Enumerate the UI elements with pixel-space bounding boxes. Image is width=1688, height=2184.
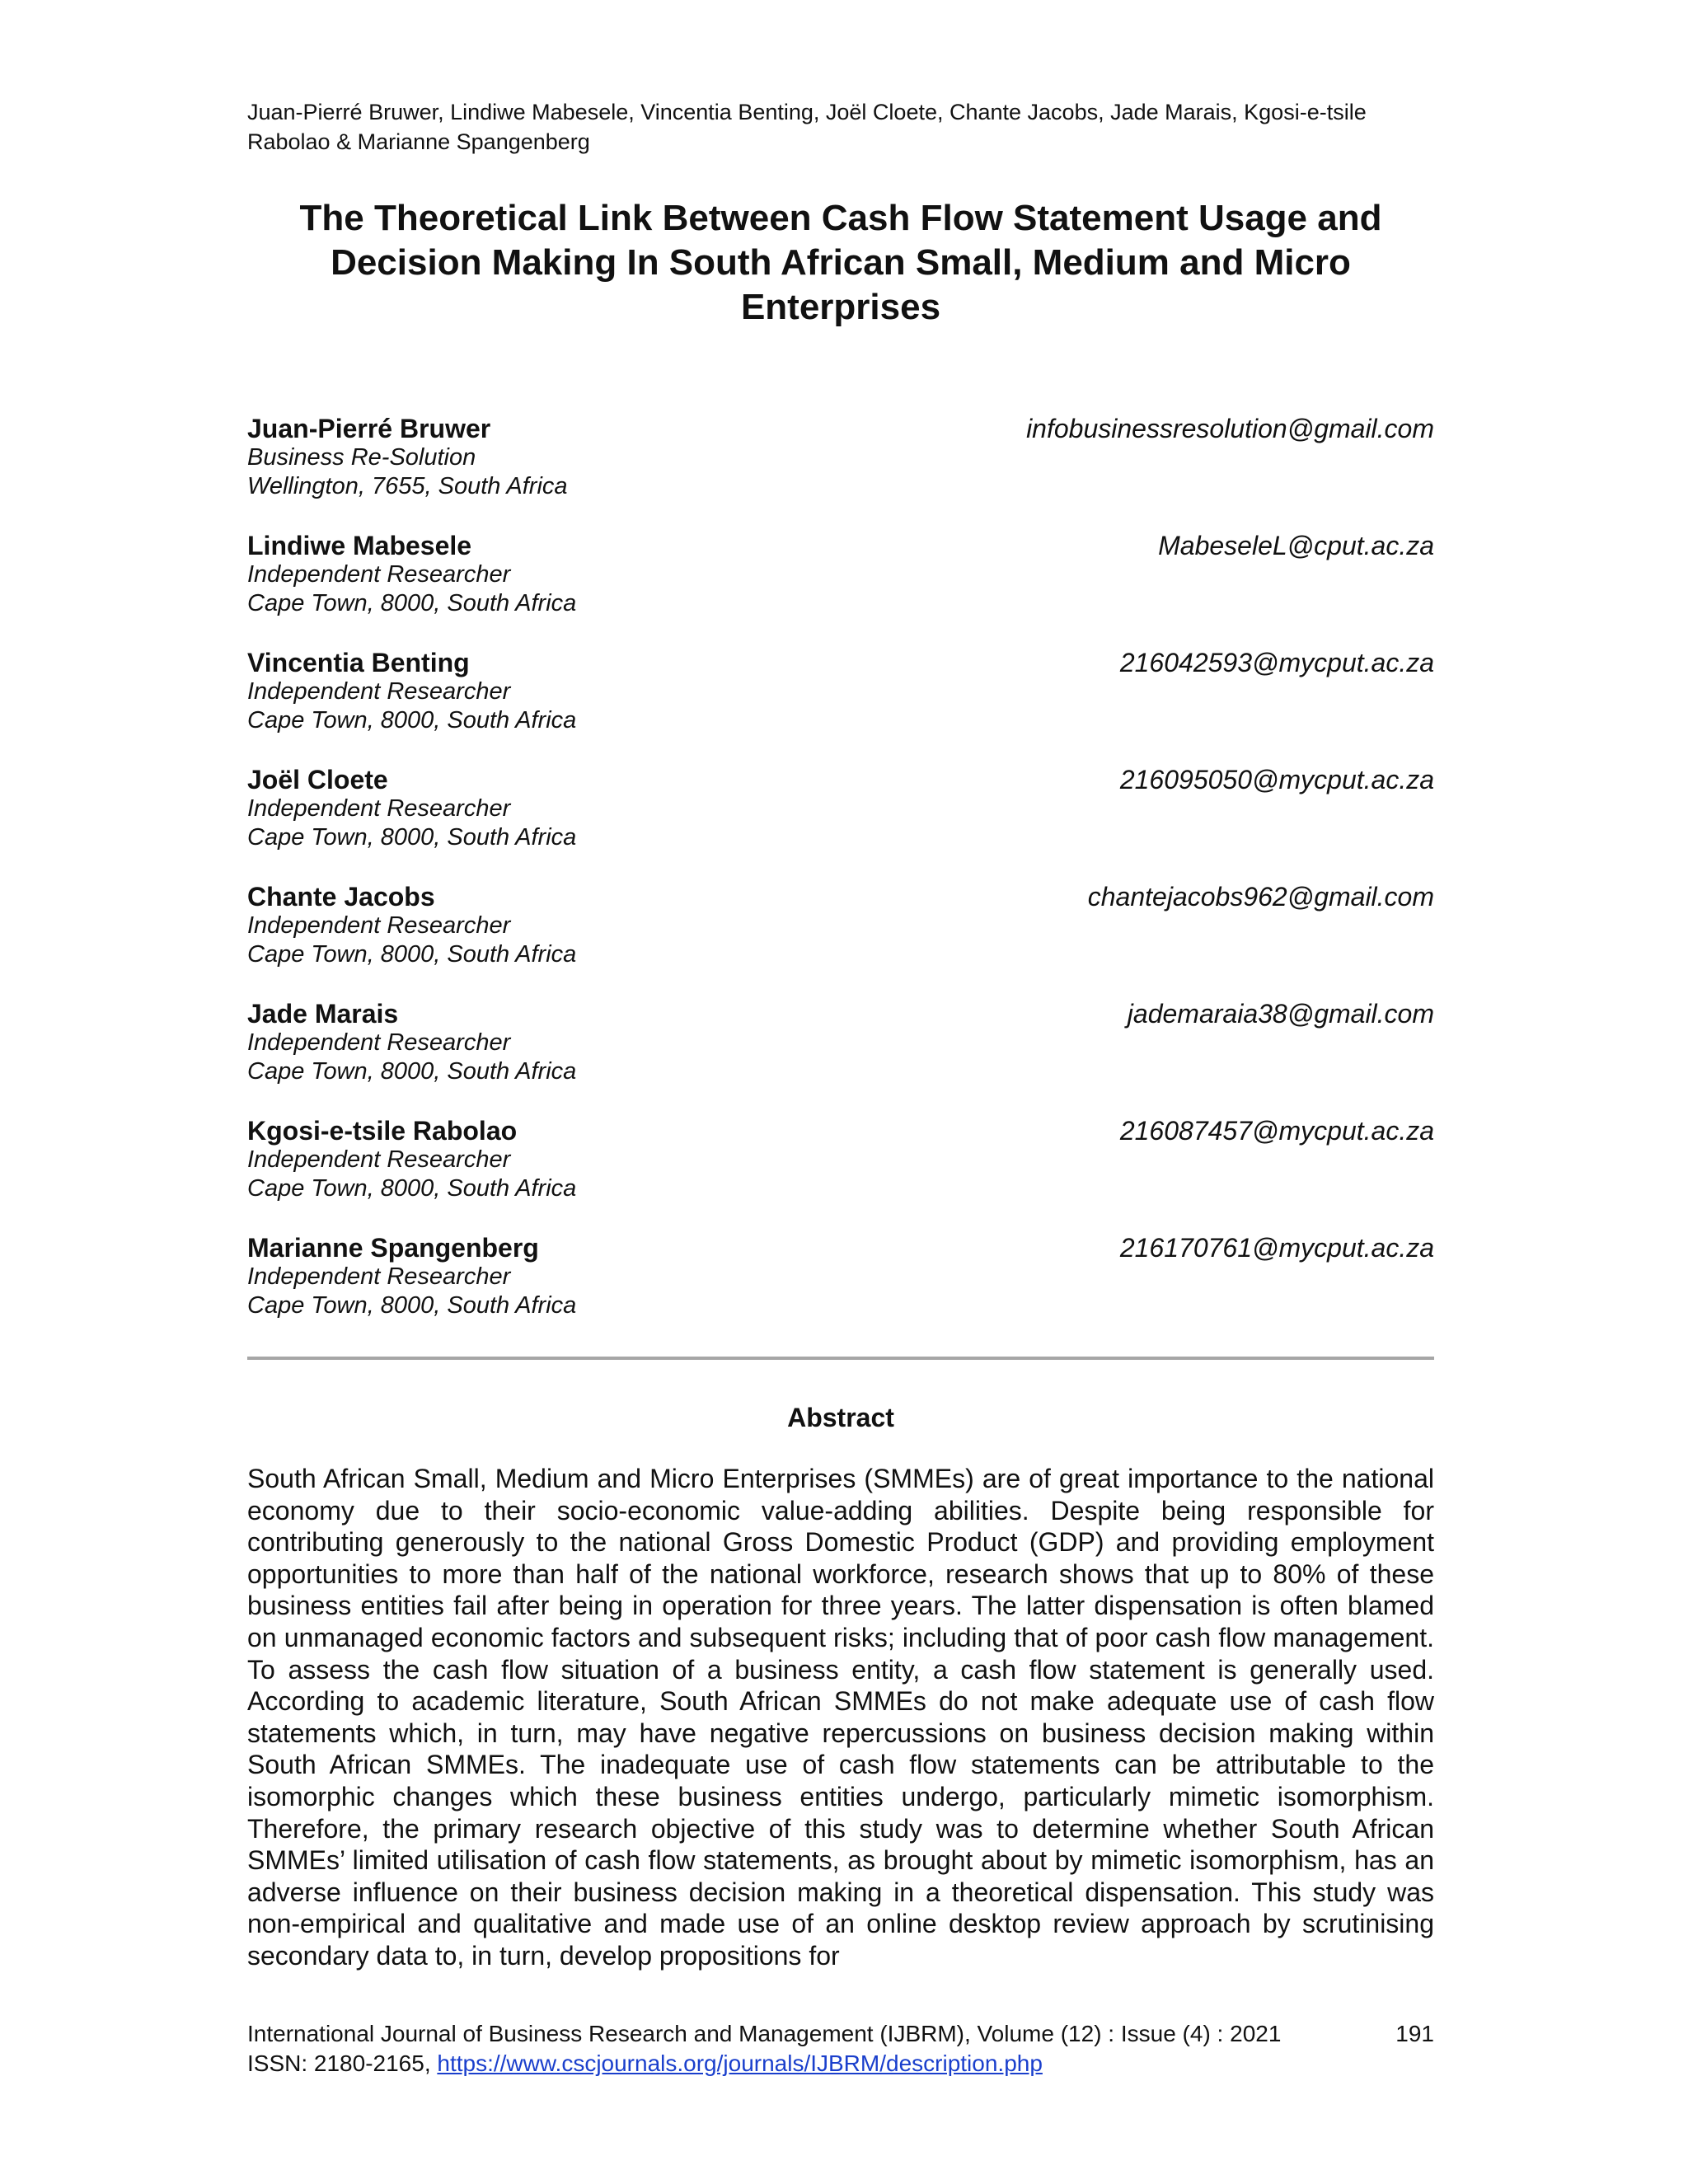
- author-name: Chante Jacobs: [247, 882, 435, 912]
- author-block: [247, 765, 1434, 882]
- author-location: Wellington, 7655, South Africa: [247, 473, 568, 499]
- author-block: [247, 999, 1434, 1116]
- author-location: Cape Town, 8000, South Africa: [247, 824, 577, 851]
- author-affiliation: Independent Researcher: [247, 678, 511, 705]
- author-name: Juan-Pierré Bruwer: [247, 414, 491, 443]
- author-name: Marianne Spangenberg: [247, 1233, 539, 1263]
- author-email: chantejacobs962@gmail.com: [1087, 882, 1434, 912]
- author-affiliation: Independent Researcher: [247, 912, 511, 939]
- journal-link[interactable]: https://www.cscjournals.org/journals/IJBRM/description.php: [437, 2050, 1043, 2076]
- author-location: Cape Town, 8000, South Africa: [247, 590, 577, 616]
- author-location: Cape Town, 8000, South Africa: [247, 941, 577, 968]
- author-block: [247, 648, 1434, 765]
- author-affiliation: Independent Researcher: [247, 795, 511, 822]
- author-block: [247, 414, 1434, 531]
- author-email: MabeseleL@cput.ac.za: [1158, 531, 1434, 560]
- author-affiliation: Independent Researcher: [247, 1146, 511, 1173]
- author-affiliation: Independent Researcher: [247, 561, 511, 588]
- footer-issn: ISSN: 2180-2165,: [247, 2050, 438, 2076]
- author-name: Joël Cloete: [247, 765, 388, 794]
- author-email: infobusinessresolution@gmail.com: [1026, 414, 1434, 443]
- author-name: Kgosi-e-tsile Rabolao: [247, 1116, 518, 1146]
- footer-issn-line: [247, 2049, 1434, 2079]
- author-email: 216087457@mycput.ac.za: [1119, 1116, 1434, 1146]
- running-header: Juan-Pierré Bruwer, Lindiwe Mabesele, Vincentia Benting, Joël Cloete, Chante Jacobs, Jade Marais, Kgosi-e-tsile Rabolao & Marianne Spangenberg: [247, 100, 1367, 154]
- author-block: [247, 882, 1434, 999]
- footer-journal: International Journal of Business Research and Management (IJBRM), Volume (12) : Issue (4) : 2021: [247, 2021, 1282, 2046]
- author-block: [247, 531, 1434, 648]
- author-name: Vincentia Benting: [247, 648, 470, 677]
- author-affiliation: Independent Researcher: [247, 1029, 511, 1056]
- author-location: Cape Town, 8000, South Africa: [247, 707, 577, 733]
- author-list: [247, 414, 1434, 1350]
- author-location: Cape Town, 8000, South Africa: [247, 1292, 577, 1319]
- page-number: 191: [1395, 2021, 1434, 2046]
- author-email: 216170761@mycput.ac.za: [1119, 1233, 1434, 1263]
- abstract-heading: Abstract: [787, 1403, 894, 1432]
- page-footer: [247, 2019, 1434, 2079]
- author-affiliation: Business Re-Solution: [247, 444, 476, 471]
- author-name: Jade Marais: [247, 999, 399, 1029]
- footer-journal-line: [247, 2019, 1434, 2049]
- paper-title: The Theoretical Link Between Cash Flow Statement Usage and Decision Making In South African Small, Medium and Micro Enterprises: [299, 198, 1382, 327]
- author-affiliation: Independent Researcher: [247, 1263, 511, 1290]
- author-email: jademaraia38@gmail.com: [1127, 999, 1434, 1029]
- abstract-body: South African Small, Medium and Micro Enterprises (SMMEs) are of great importance to the national economy due to their socio-economic value-adding abilities. Despite being responsible for contributing generously to the national Gross Domestic Product (GDP) and providing employment opportunities to more than half of the national workforce, research shows that up to 80% of these business entities fail after being in operation for three years. The latter dispensation is often blamed on unmanaged economic factors and subsequent risks; including that of poor cash flow management. To assess the cash flow situation of a business entity, a cash flow statement is generally used. According to academic literature, South African SMMEs do not make adequate use of cash flow statements which, in turn, may have negative repercussions on business decision making within South African SMMEs. The inadequate use of cash flow statements can be attributable to the isomorphic changes which these business entities undergo, particularly mimetic isomorphism. Therefore, the primary research objective of this study was to determine whether South African SMMEs’ limited utilisation of cash flow statements, as brought about by mimetic isomorphism, has an adverse influence on their business decision making in a theoretical dispensation. This study was non-empirical and qualitative and made use of an online desktop review approach by scrutinising secondary data to, in turn, develop propositions for: [247, 1464, 1434, 1971]
- author-email: 216042593@mycput.ac.za: [1119, 648, 1434, 677]
- author-block: [247, 1116, 1434, 1233]
- author-location: Cape Town, 8000, South Africa: [247, 1058, 577, 1085]
- author-name: Lindiwe Mabesele: [247, 531, 472, 560]
- author-block: [247, 1233, 1434, 1350]
- author-email: 216095050@mycput.ac.za: [1119, 765, 1434, 794]
- section-divider: [247, 1357, 1434, 1360]
- author-location: Cape Town, 8000, South Africa: [247, 1175, 577, 1202]
